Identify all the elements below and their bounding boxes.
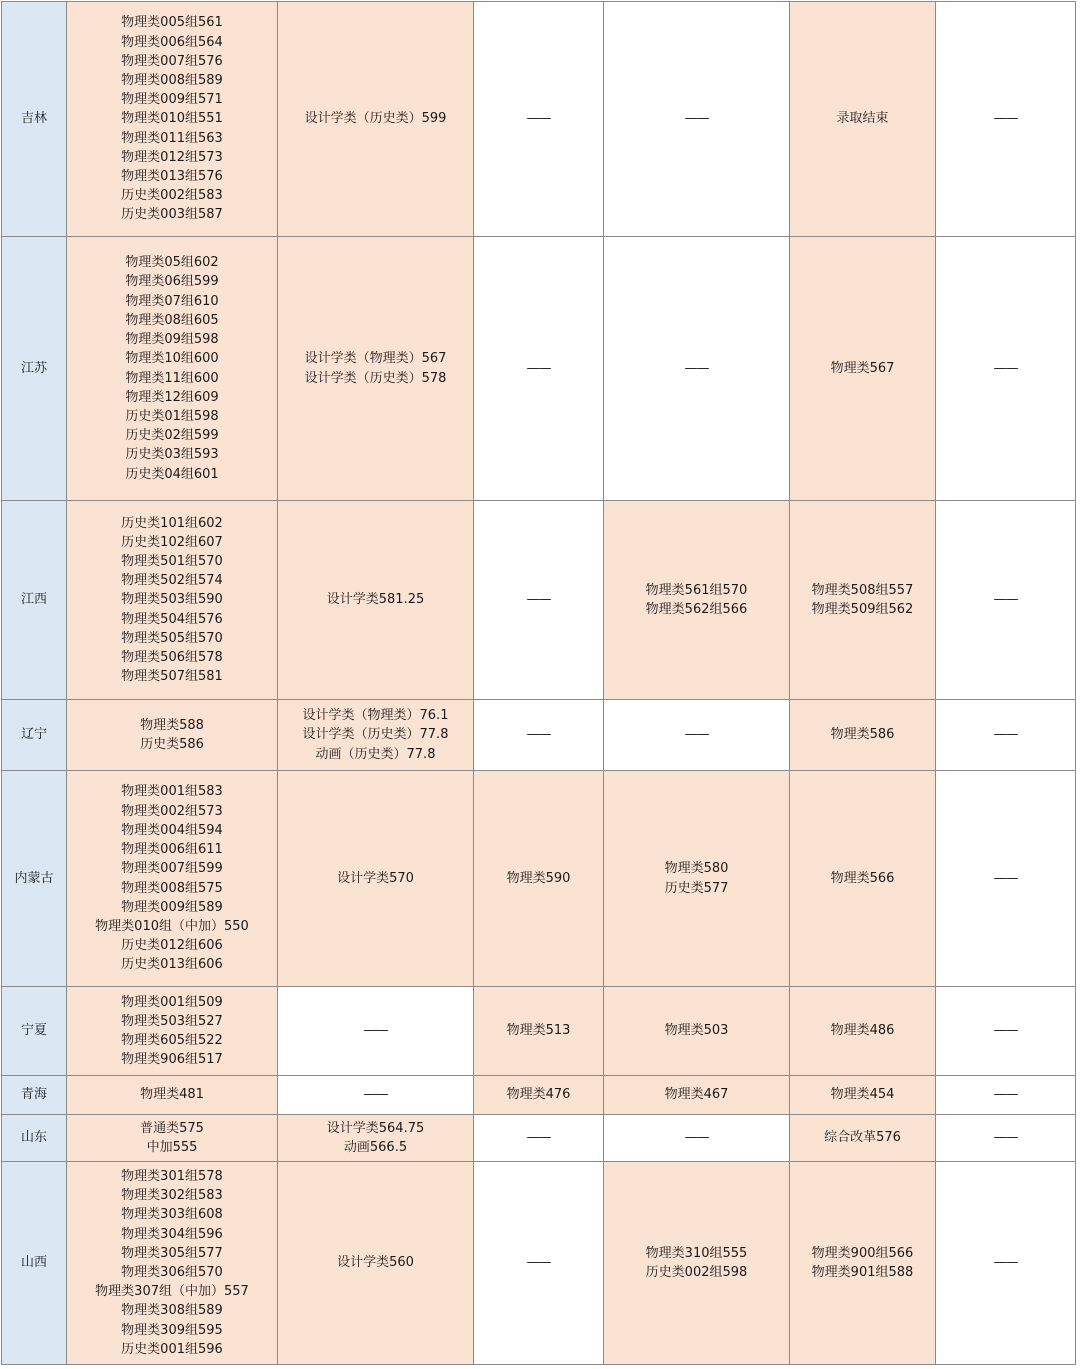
score-line: 物理类588 [140, 717, 204, 733]
score-line: 物理类901组588 [811, 1265, 914, 1280]
score-line: 历史类003组587 [121, 207, 223, 223]
score-cell-col-3 [474, 1076, 604, 1115]
score-line: 历史类002组598 [645, 1265, 748, 1280]
score-line: 历史类101组602 [121, 515, 223, 531]
score-line: 历史类012组606 [121, 938, 223, 954]
score-cell-col-2 [278, 700, 474, 771]
score-line: 历史类102组607 [121, 534, 223, 550]
province-cell: 青海 [2, 1076, 67, 1115]
province-cell: 内蒙古 [2, 771, 67, 987]
empty-dash: —— [993, 360, 1018, 376]
score-line: 设计学类（物理类）567 [304, 351, 447, 367]
score-line: 物理类310组555 [645, 1245, 748, 1261]
score-line: 物理类508组557 [811, 582, 914, 598]
score-line: 物理类010组（中加）550 [95, 918, 249, 934]
score-line: 物理类501组570 [121, 553, 223, 569]
score-cell-col-5 [790, 1162, 936, 1365]
score-cell-col-6 [936, 700, 1076, 771]
score-line: 物理类011组563 [121, 130, 223, 146]
score-cell-col-3 [474, 700, 604, 771]
score-line: 动画566.5 [343, 1140, 408, 1155]
score-line: 物理类513 [506, 1023, 571, 1039]
province-cell: 辽宁 [2, 700, 67, 771]
score-line: 物理类505组570 [121, 630, 223, 646]
score-line: 物理类009组589 [121, 899, 223, 915]
table-body [2, 2, 1076, 1365]
score-line: 动画（历史类）77.8 [315, 746, 436, 762]
empty-dash: —— [993, 592, 1018, 608]
score-cell-col-1 [67, 2, 278, 237]
empty-dash: —— [684, 727, 709, 743]
score-line: 物理类481 [140, 1087, 204, 1103]
score-line: 物理类006组564 [121, 34, 223, 50]
table-row [2, 1076, 1076, 1115]
score-line: 物理类504组576 [121, 611, 223, 627]
score-cell-col-5 [790, 700, 936, 771]
score-cell-col-1 [67, 1115, 278, 1162]
score-line: 物理类307组（中加）557 [95, 1284, 249, 1300]
score-line: 物理类580 [664, 861, 729, 877]
table-row [2, 501, 1076, 700]
score-line: 物理类008组575 [121, 880, 223, 896]
score-line: 中加555 [146, 1140, 198, 1155]
score-cell-col-3 [474, 987, 604, 1076]
score-line: 物理类001组583 [121, 784, 223, 800]
empty-dash: —— [993, 1087, 1018, 1103]
score-line: 物理类567 [830, 360, 895, 376]
score-line: 物理类503 [664, 1023, 729, 1039]
score-cell-col-3 [474, 501, 604, 700]
empty-dash: —— [526, 360, 551, 376]
score-cell-col-2 [278, 2, 474, 237]
score-line: 物理类509组562 [811, 602, 914, 617]
admission-scores-table [1, 1, 1077, 1367]
score-line: 物理类507组581 [121, 669, 223, 685]
empty-dash: —— [526, 727, 551, 743]
empty-dash: —— [993, 1023, 1018, 1039]
score-line: 物理类503组527 [121, 1013, 223, 1029]
score-line: 设计学类（历史类）77.8 [302, 727, 449, 743]
score-line: 物理类486 [830, 1023, 895, 1039]
score-line: 物理类562组566 [645, 602, 748, 617]
table-row [2, 1115, 1076, 1162]
score-cell-col-4 [604, 2, 790, 237]
score-line: 物理类301组578 [121, 1168, 223, 1184]
score-cell-col-5 [790, 987, 936, 1076]
score-line: 普通类575 [140, 1120, 204, 1136]
empty-dash: —— [684, 1130, 709, 1146]
score-line: 设计学类（物理类）76.1 [302, 708, 449, 724]
score-line: 设计学类（历史类）599 [304, 111, 447, 127]
province-cell: 山西 [2, 1162, 67, 1365]
score-cell-col-4 [604, 1115, 790, 1162]
score-line: 物理类906组517 [121, 1052, 223, 1068]
table-row [2, 2, 1076, 237]
score-cell-col-4 [604, 501, 790, 700]
score-line: 物理类12组609 [125, 389, 219, 405]
table-row [2, 987, 1076, 1076]
empty-dash: —— [684, 360, 709, 376]
score-line: 物理类302组583 [121, 1188, 223, 1204]
province-cell: 山东 [2, 1115, 67, 1162]
empty-dash: —— [363, 1023, 388, 1039]
score-line: 物理类454 [830, 1087, 895, 1103]
score-line: 物理类012组573 [121, 149, 223, 165]
score-line: 历史类002组583 [121, 188, 223, 204]
score-cell-col-1 [67, 1076, 278, 1115]
score-line: 物理类476 [506, 1087, 571, 1103]
score-line: 物理类467 [664, 1087, 729, 1103]
score-cell-col-1 [67, 237, 278, 501]
table-row [2, 237, 1076, 501]
score-line: 物理类09组598 [125, 332, 219, 348]
score-cell-col-6 [936, 2, 1076, 237]
score-cell-col-6 [936, 1162, 1076, 1365]
score-line: 物理类07组610 [125, 293, 219, 309]
score-cell-col-4 [604, 987, 790, 1076]
score-line: 物理类006组611 [121, 842, 223, 858]
score-line: 物理类001组509 [121, 994, 223, 1010]
score-line: 物理类08组605 [125, 312, 219, 328]
score-line: 物理类05组602 [125, 255, 219, 271]
score-line: 录取结束 [836, 111, 889, 127]
score-line: 历史类02组599 [125, 428, 219, 444]
score-line: 物理类506组578 [121, 650, 223, 665]
score-cell-col-6 [936, 237, 1076, 501]
score-line: 物理类304组596 [121, 1226, 223, 1242]
score-line: 物理类10组600 [125, 351, 219, 367]
score-line: 物理类561组570 [645, 582, 748, 598]
empty-dash: —— [993, 1255, 1018, 1271]
empty-dash: —— [993, 870, 1018, 886]
score-cell-col-6 [936, 771, 1076, 987]
score-cell-col-5 [790, 771, 936, 987]
table-row [2, 771, 1076, 987]
score-cell-col-6 [936, 987, 1076, 1076]
score-line: 历史类03组593 [125, 447, 219, 463]
score-cell-col-1 [67, 1162, 278, 1365]
empty-dash: —— [526, 111, 551, 127]
score-line: 物理类303组608 [121, 1207, 223, 1223]
empty-dash: —— [993, 727, 1018, 743]
score-cell-col-5 [790, 1076, 936, 1115]
score-cell-col-4 [604, 771, 790, 987]
score-line: 物理类004组594 [121, 822, 223, 838]
score-line: 历史类577 [664, 880, 729, 896]
score-line: 历史类01组598 [125, 408, 219, 424]
score-line: 物理类06组599 [125, 274, 219, 290]
score-line: 物理类590 [506, 870, 571, 886]
score-line: 物理类013组576 [121, 169, 223, 184]
score-line: 物理类009组571 [121, 92, 223, 108]
score-line: 历史类013组606 [121, 957, 223, 973]
province-cell: 江苏 [2, 237, 67, 501]
score-cell-col-2 [278, 987, 474, 1076]
score-cell-col-5 [790, 2, 936, 237]
score-line: 物理类010组551 [121, 111, 223, 127]
score-cell-col-6 [936, 501, 1076, 700]
score-line: 设计学类581.25 [326, 592, 425, 608]
score-line: 物理类305组577 [121, 1245, 223, 1261]
score-line: 物理类309组595 [121, 1322, 223, 1338]
score-cell-col-6 [936, 1115, 1076, 1162]
score-line: 设计学类570 [337, 870, 414, 886]
score-line: 设计学类（历史类）578 [304, 370, 447, 386]
score-cell-col-2 [278, 1162, 474, 1365]
empty-dash: —— [363, 1087, 388, 1103]
score-cell-col-3 [474, 771, 604, 987]
empty-dash: —— [684, 111, 709, 127]
empty-dash: —— [526, 1255, 551, 1271]
score-line: 物理类005组561 [121, 15, 223, 31]
score-line: 物理类008组589 [121, 72, 223, 88]
scores-table [1, 1, 1076, 1365]
empty-dash: —— [526, 1130, 551, 1146]
score-cell-col-1 [67, 700, 278, 771]
empty-dash: —— [993, 1130, 1018, 1146]
score-cell-col-1 [67, 501, 278, 700]
empty-dash: —— [526, 592, 551, 608]
score-cell-col-2 [278, 771, 474, 987]
score-line: 物理类502组574 [121, 573, 223, 589]
score-cell-col-2 [278, 1115, 474, 1162]
score-line: 设计学类560 [337, 1255, 414, 1271]
score-line: 历史类001组596 [121, 1341, 223, 1357]
score-cell-col-4 [604, 237, 790, 501]
score-cell-col-5 [790, 237, 936, 501]
score-cell-col-2 [278, 501, 474, 700]
empty-dash: —— [993, 111, 1018, 127]
score-line: 物理类586 [830, 727, 895, 743]
score-cell-col-4 [604, 700, 790, 771]
score-cell-col-5 [790, 1115, 936, 1162]
province-cell: 宁夏 [2, 987, 67, 1076]
score-cell-col-1 [67, 987, 278, 1076]
score-line: 物理类002组573 [121, 803, 223, 819]
score-line: 物理类11组600 [125, 370, 219, 386]
score-line: 物理类503组590 [121, 592, 223, 608]
score-line: 物理类605组522 [121, 1033, 223, 1048]
score-cell-col-2 [278, 237, 474, 501]
score-cell-col-6 [936, 1076, 1076, 1115]
score-line: 物理类566 [830, 870, 895, 886]
score-line: 设计学类564.75 [326, 1120, 425, 1136]
score-cell-col-3 [474, 237, 604, 501]
score-line: 物理类900组566 [811, 1245, 914, 1261]
score-cell-col-4 [604, 1076, 790, 1115]
table-row [2, 700, 1076, 771]
score-cell-col-2 [278, 1076, 474, 1115]
score-cell-col-3 [474, 1115, 604, 1162]
table-row [2, 1162, 1076, 1365]
score-cell-col-5 [790, 501, 936, 700]
score-line: 物理类308组589 [121, 1303, 223, 1319]
score-line: 历史类586 [140, 737, 204, 752]
score-cell-col-3 [474, 2, 604, 237]
score-line: 综合改革576 [824, 1130, 901, 1146]
score-line: 历史类04组601 [125, 466, 219, 482]
score-line: 物理类007组599 [121, 861, 223, 877]
score-cell-col-1 [67, 771, 278, 987]
score-cell-col-4 [604, 1162, 790, 1365]
score-cell-col-3 [474, 1162, 604, 1365]
score-line: 物理类306组570 [121, 1265, 223, 1280]
province-cell: 江西 [2, 501, 67, 700]
province-cell: 吉林 [2, 2, 67, 237]
score-line: 物理类007组576 [121, 53, 223, 69]
